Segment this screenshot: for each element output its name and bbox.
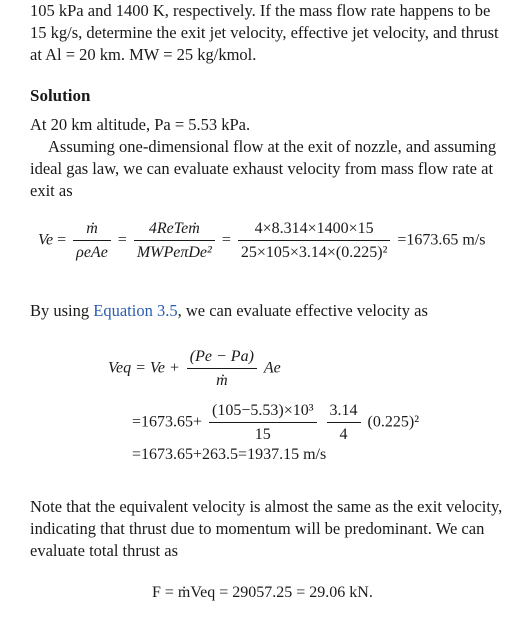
- eq2-line2-small-num: 3.14: [327, 402, 361, 423]
- equation-3-5-link[interactable]: Equation 3.5: [93, 301, 178, 320]
- effective-velocity-line-3: =1673.65+263.5=1937.15 m/s: [132, 446, 327, 463]
- eq1-fraction-2: [134, 220, 215, 262]
- eq1-frac2-den: MWPeπDe²: [136, 244, 212, 261]
- altitude-line: At 20 km altitude, Pa = 5.53 kPa.: [30, 115, 251, 134]
- eq1-frac2-num: 4ReTeṁ: [134, 220, 215, 241]
- note-paragraph: Note that the equivalent velocity is almost the same as the exit velocity, indicating that thrust due to momentum will be predominant. We can evaluate total thrust as: [30, 497, 503, 560]
- eq1-frac1-den: ρeAe: [76, 244, 108, 261]
- eq2-line2-num: (105−5.53)×10³: [209, 402, 317, 423]
- thrust-equation: F = ṁVeq = 29057.25 = 29.06 kN.: [152, 584, 373, 601]
- eq1-fraction-3: [238, 220, 391, 262]
- eq2-line1-num: (Pe − Pa): [187, 348, 257, 369]
- eq1-frac3-num: 4×8.314×1400×15: [238, 220, 391, 241]
- solution-heading: Solution: [30, 86, 91, 105]
- eq2-line1-den: ṁ: [216, 372, 228, 389]
- exit-velocity-equation: Ve = $\frac{\text{ṁ}}{\text{ρeAe}}$ = $\frac{\text{4ReTeṁ}}{\text{MWPeπDe²}}$ = $\frac{4\times 8.314\times 1400\times 15}{\text{25×105×3.14×(0.225)²}}$ =1673.65 m/s: [38, 220, 486, 261]
- eq1-result: =1673.65 m/s: [397, 231, 486, 249]
- eq1-fraction-1: [73, 220, 111, 262]
- eq1-frac3-den: 25×105×3.14×(0.225)²: [240, 244, 388, 261]
- eq2-line1-tail: Ae: [263, 359, 281, 377]
- eq1-lhs: Ve: [38, 231, 54, 249]
- intro-paragraph: 105 kPa and 1400 K, respectively. If the mass flow rate happens to be 15 kg/s, determine the exit jet velocity, effective jet velocity, and thrust at Al = 20 km. MW = 25 kg/kmol.: [30, 1, 499, 64]
- eq2-line2-den: 15: [254, 426, 271, 443]
- effective-intro-before: By using: [30, 301, 94, 320]
- effective-velocity-intro: [30, 300, 508, 322]
- eq2-line1-fraction: [187, 348, 257, 390]
- effective-velocity-line-2: [132, 402, 419, 444]
- eq2-line2-fraction: [209, 402, 317, 444]
- eq2-line2-prefix: =1673.65+: [132, 413, 203, 431]
- effective-intro-after: , we can evaluate effective velocity as: [177, 301, 428, 320]
- eq1-frac1-num: ṁ: [73, 220, 111, 241]
- effective-velocity-line-1: [108, 348, 281, 390]
- eq2-line2-tail: (0.225)²: [367, 413, 419, 431]
- assumption-paragraph: Assuming one-dimensional flow at the exit of nozzle, and assuming ideal gas law, we can evaluate exhaust velocity from mass flow rate at exit as: [30, 137, 497, 200]
- eq2-line1-lhs: Veq = Ve +: [108, 359, 180, 377]
- eq2-line2-small-den: 4: [339, 426, 348, 443]
- eq2-line2-small-fraction: [327, 402, 361, 444]
